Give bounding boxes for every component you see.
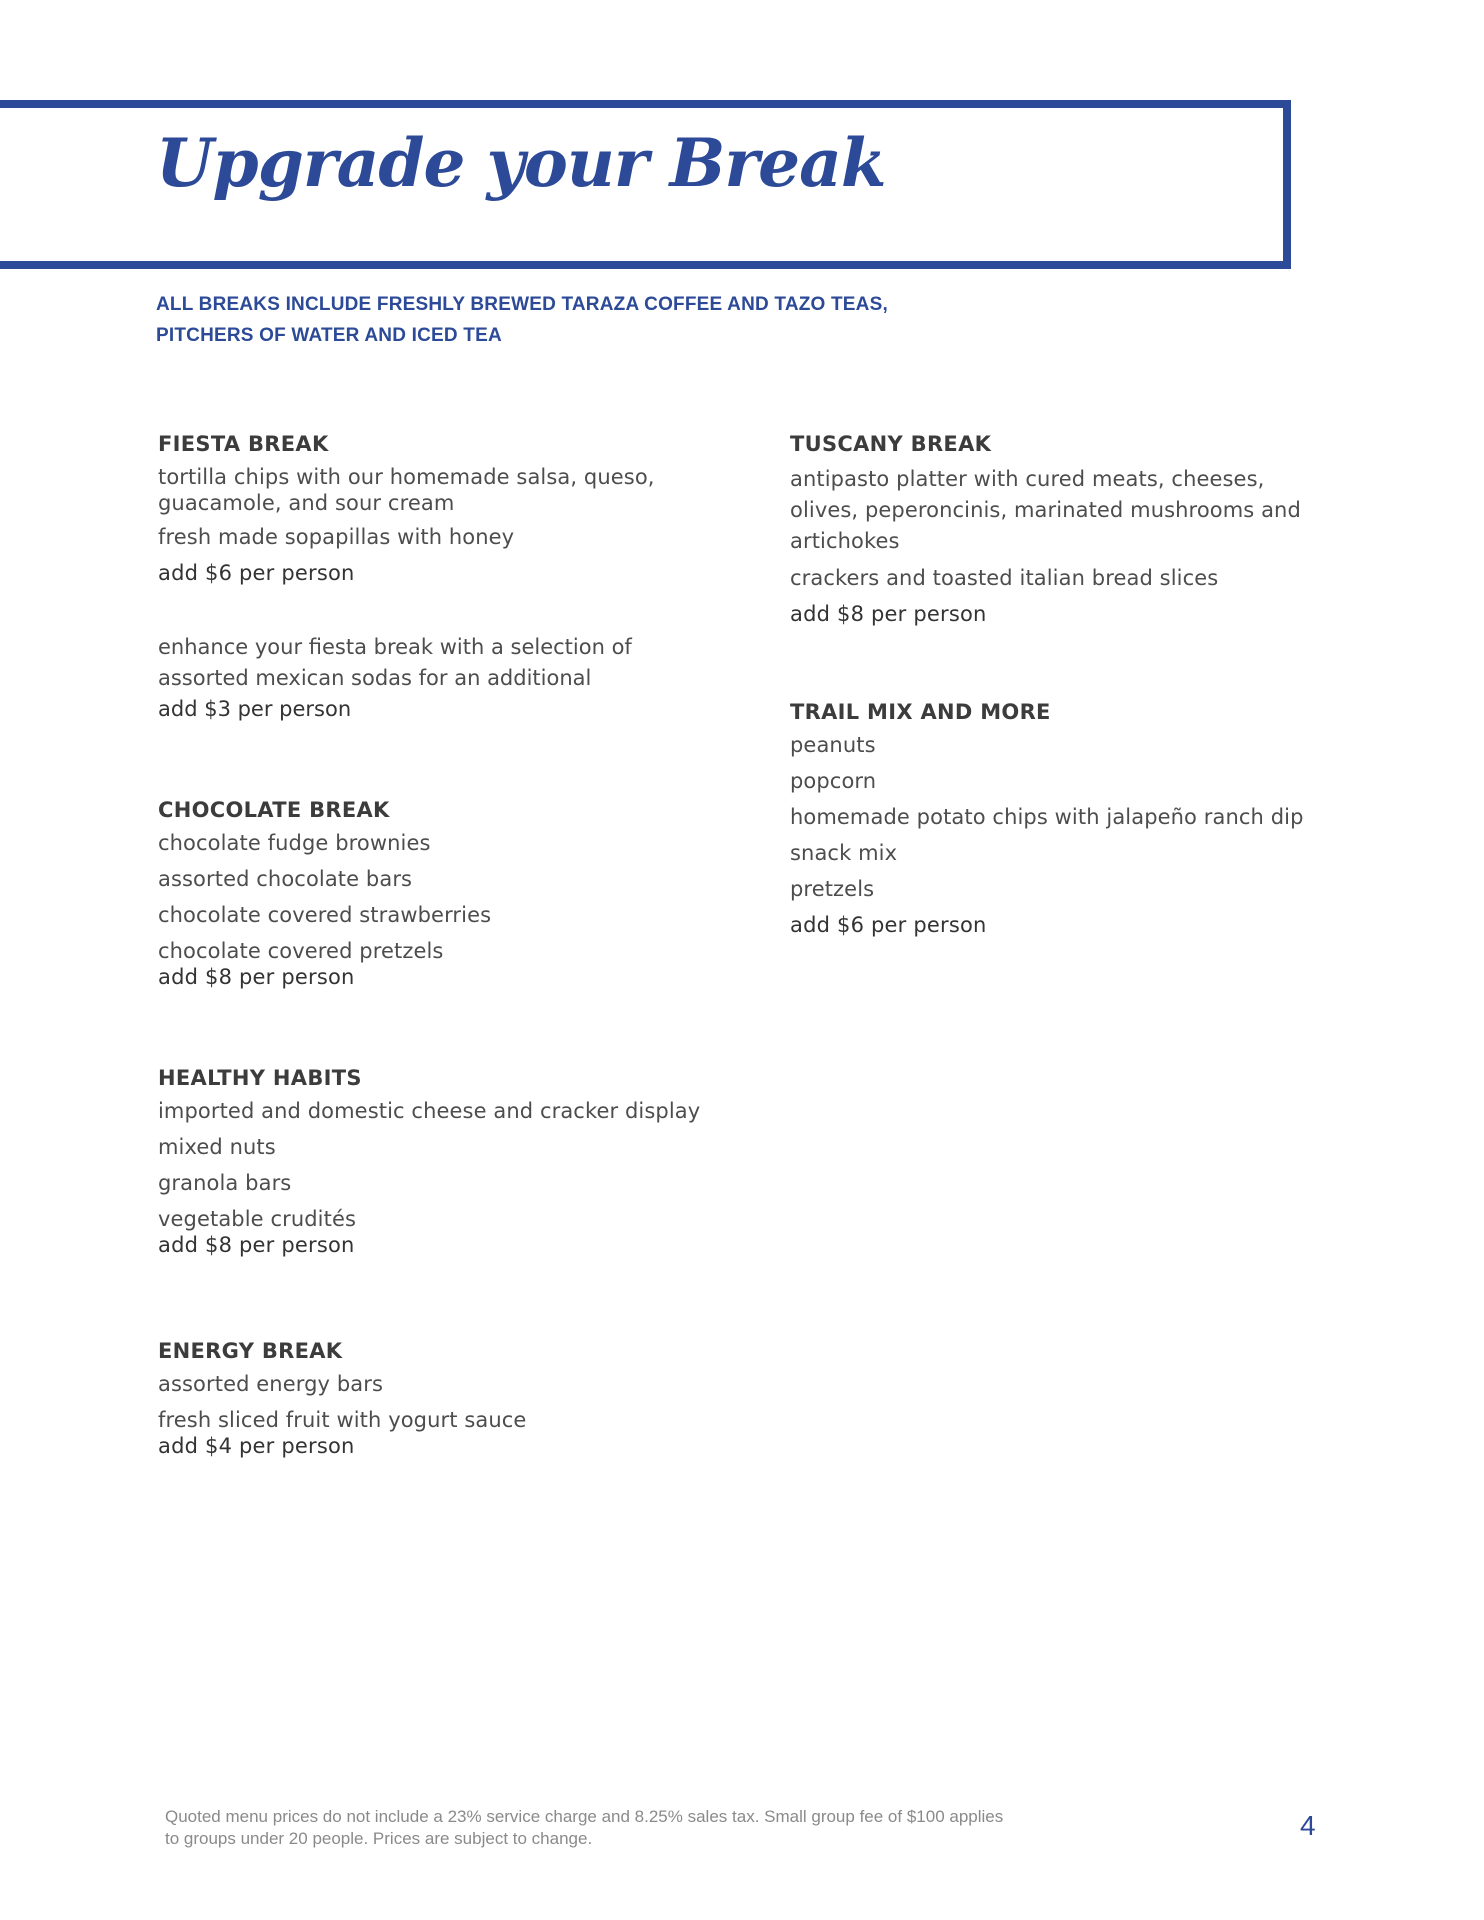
menu-item: mixed nuts <box>158 1135 276 1159</box>
price-label: add $4 per person <box>158 1434 355 1458</box>
section-title: HEALTHY HABITS <box>158 1066 362 1090</box>
intro-text <box>156 289 1156 351</box>
intro-line-2: PITCHERS OF WATER AND ICED TEA <box>156 325 502 346</box>
menu-item: homemade potato chips with jalapeño ranch dip <box>790 805 1304 829</box>
disclaimer-line-2: to groups under 20 people. Prices are subject to change. <box>165 1829 593 1848</box>
menu-item: crackers and toasted italian bread slices <box>790 566 1219 590</box>
section-title: TUSCANY BREAK <box>790 432 992 456</box>
enhance-price-label: add $3 per person <box>158 697 352 721</box>
page-title: Upgrade your Break <box>156 124 886 202</box>
pricing-disclaimer <box>165 1806 1125 1850</box>
price-label: add $8 per person <box>158 1233 355 1257</box>
energy-break-section <box>158 1336 758 1459</box>
menu-item: fresh sliced fruit with yogurt sauce <box>158 1408 527 1432</box>
fiesta-break-section <box>158 429 758 586</box>
price-label: add $8 per person <box>790 602 987 626</box>
trail-mix-section <box>790 697 1350 938</box>
price-label: add $6 per person <box>790 913 987 937</box>
menu-item: vegetable crudités <box>158 1207 357 1231</box>
menu-item: peanuts <box>790 733 876 757</box>
fiesta-enhance-note <box>158 632 698 725</box>
intro-line-1: ALL BREAKS INCLUDE FRESHLY BREWED TARAZA COFFEE AND TAZO TEAS, <box>156 294 888 315</box>
chocolate-break-section <box>158 795 758 990</box>
price-label: add $8 per person <box>158 965 355 989</box>
menu-item: granola bars <box>158 1171 292 1195</box>
section-title: CHOCOLATE BREAK <box>158 798 390 822</box>
menu-item: fresh made sopapillas with honey <box>158 525 515 549</box>
menu-item: snack mix <box>790 841 898 865</box>
menu-item: chocolate fudge brownies <box>158 831 431 855</box>
enhance-text: enhance your fiesta break with a selection of assorted mexican sodas for an additional <box>158 635 632 690</box>
tuscany-break-section <box>790 429 1350 627</box>
menu-item: popcorn <box>790 769 877 793</box>
menu-item: chocolate covered pretzels <box>158 939 444 963</box>
menu-item: assorted energy bars <box>158 1372 384 1396</box>
section-title: TRAIL MIX AND MORE <box>790 700 1051 724</box>
menu-item: imported and domestic cheese and cracker display <box>158 1099 701 1123</box>
menu-item: assorted chocolate bars <box>158 867 413 891</box>
menu-item: chocolate covered strawberries <box>158 903 492 927</box>
section-title: ENERGY BREAK <box>158 1339 343 1363</box>
page-number: 4 <box>1300 1810 1316 1841</box>
menu-item: antipasto platter with cured meats, cheeses, olives, peperoncinis, marinated mushrooms and artichokes <box>790 467 1301 553</box>
menu-item: pretzels <box>790 877 875 901</box>
disclaimer-line-1: Quoted menu prices do not include a 23% service charge and 8.25% sales tax. Small group fee of $100 applies <box>165 1807 1004 1826</box>
menu-item: tortilla chips with our homemade salsa, queso, guacamole, and sour cream <box>158 465 655 515</box>
price-label: add $6 per person <box>158 561 355 585</box>
healthy-habits-section <box>158 1063 758 1258</box>
section-title: FIESTA BREAK <box>158 432 329 456</box>
